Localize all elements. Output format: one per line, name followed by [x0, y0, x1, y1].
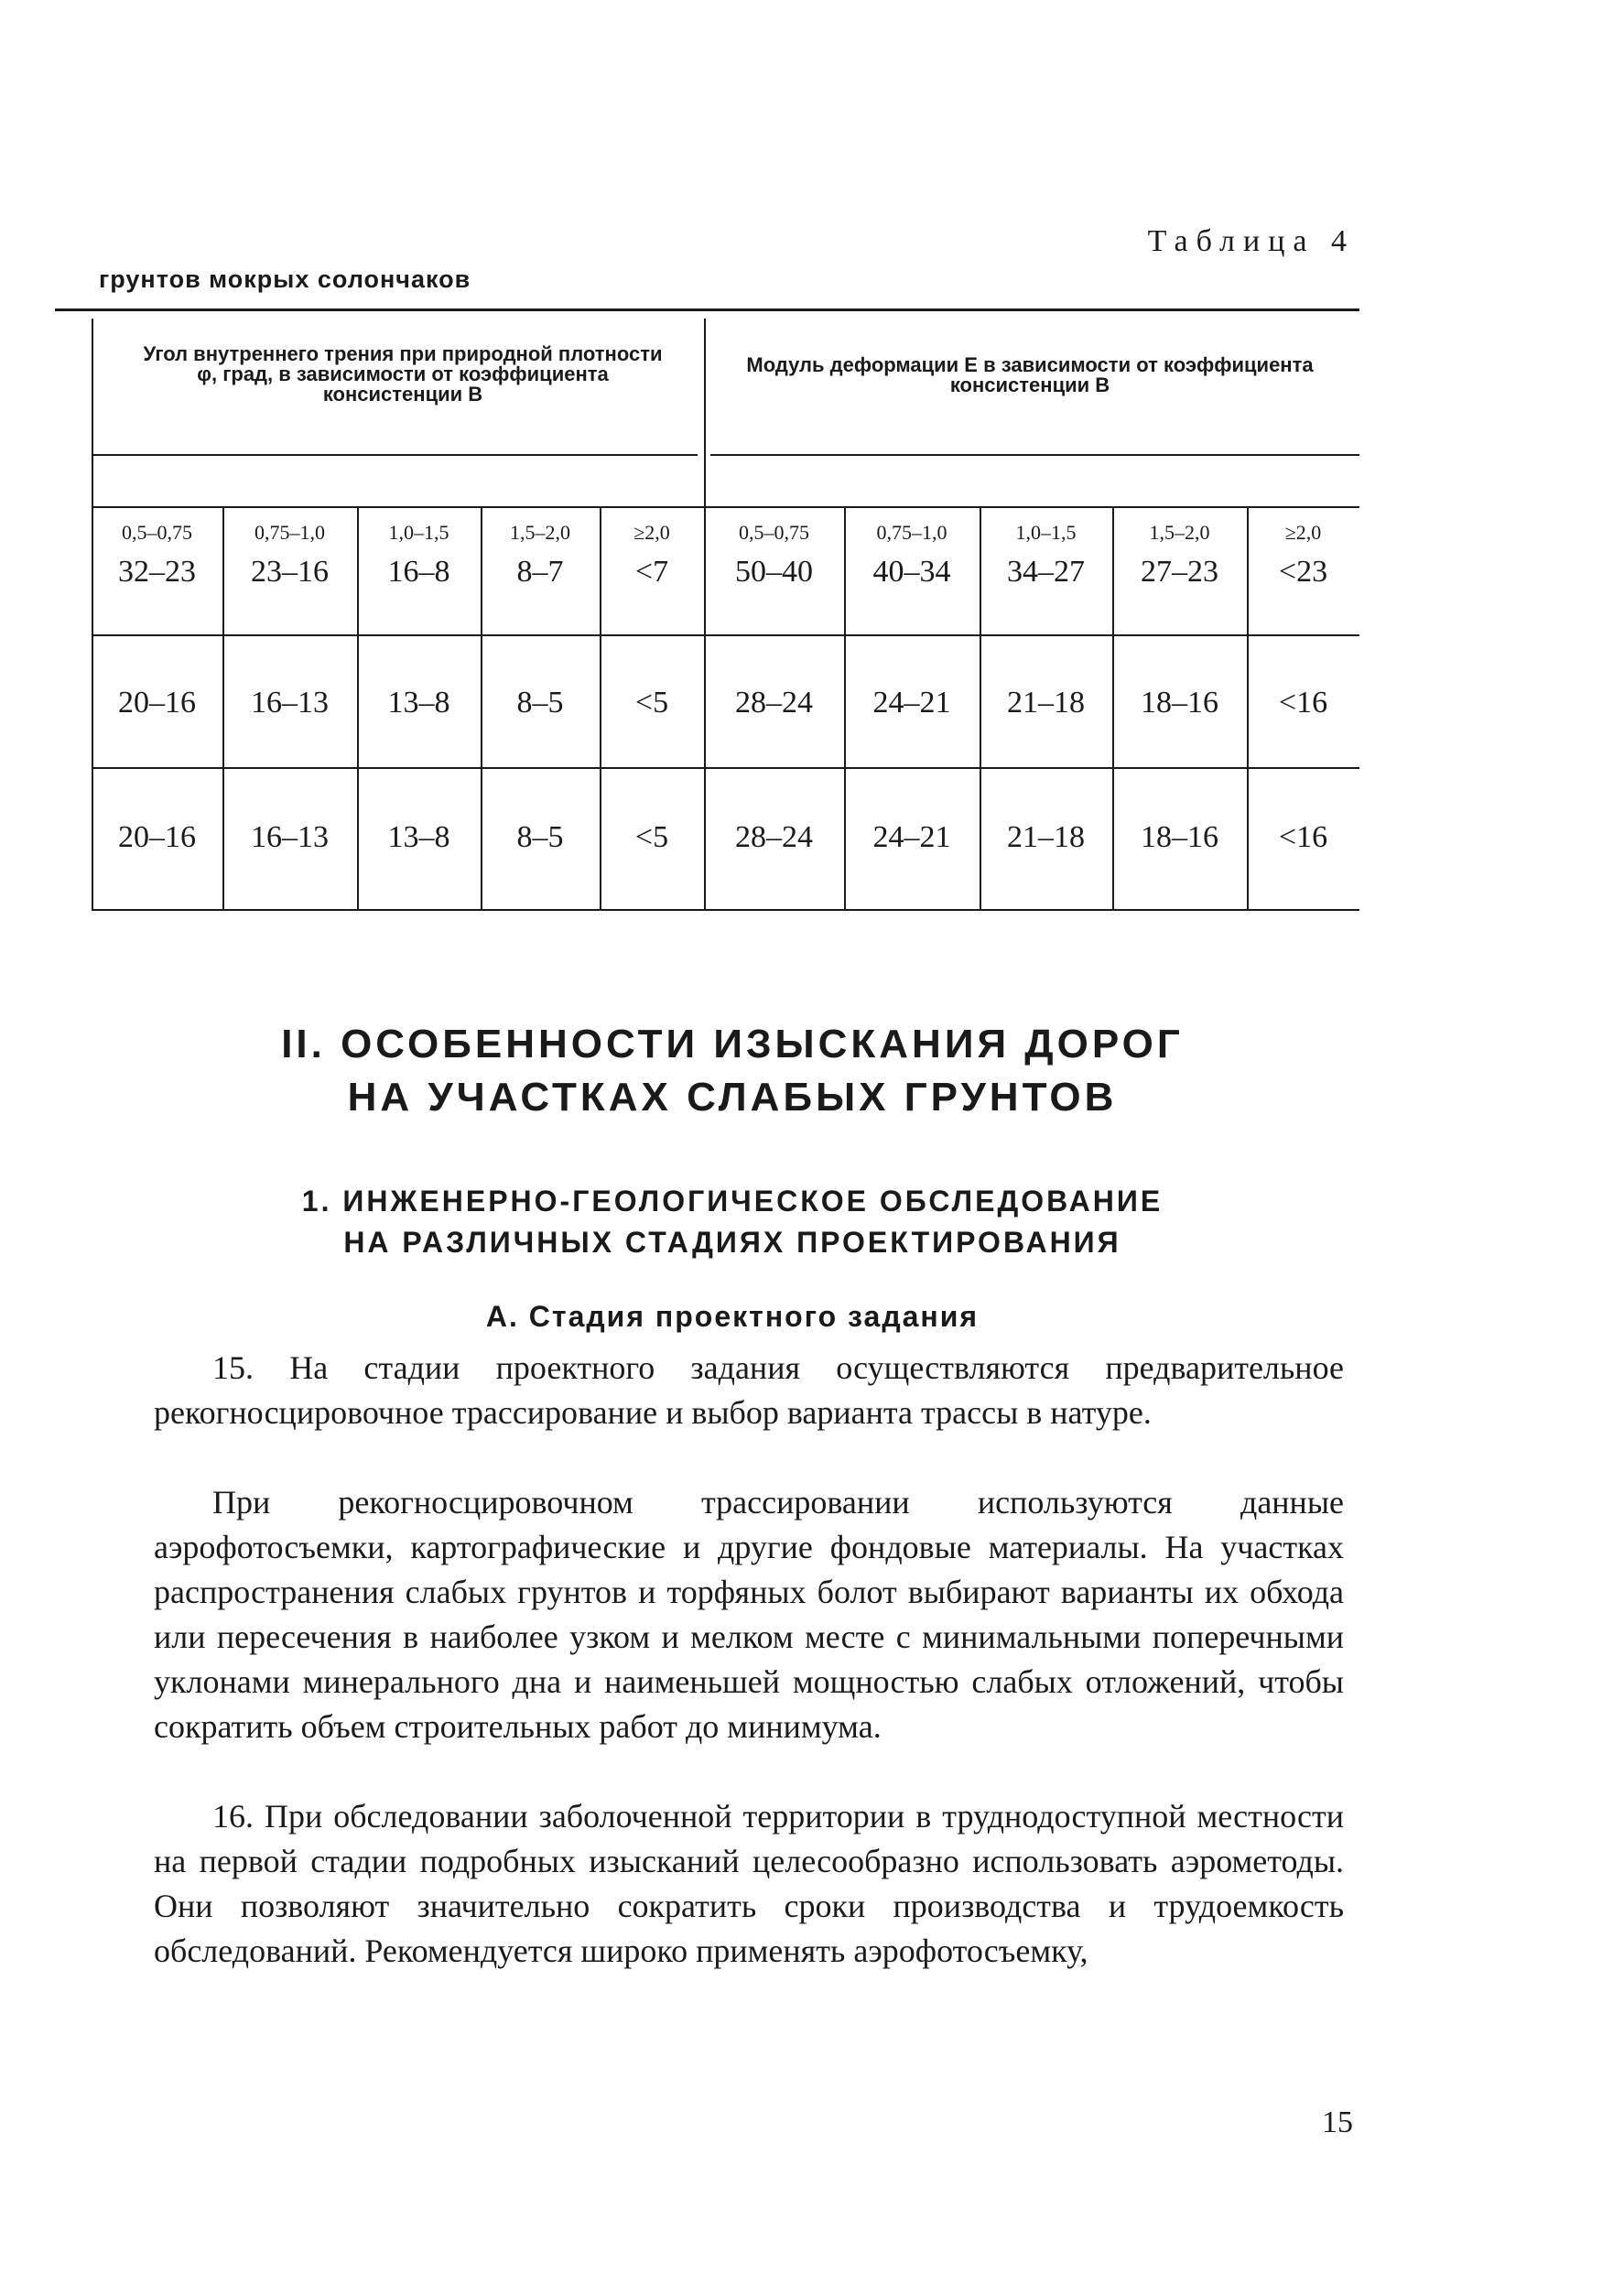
table-cell: 20–16 — [118, 820, 196, 854]
table-cell: 21–18 — [1007, 686, 1085, 720]
table-bottom-rule — [92, 909, 1359, 911]
subsection-title-line: 1. ИНЖЕНЕРНО-ГЕОЛОГИЧЕСКОЕ ОБСЛЕДОВАНИЕ — [301, 1185, 1164, 1218]
table-cell: 40–34 — [872, 555, 951, 589]
table-cell: 8–5 — [516, 820, 564, 854]
table-cell: 27–23 — [1141, 555, 1218, 589]
subsection-title — [165, 1181, 1300, 1263]
group-header-deformation-modulus: Модуль деформации E в зависимости от коэффициента консистенции B — [746, 353, 1314, 396]
table-cell: <16 — [1278, 820, 1328, 854]
table-cell: 8–7 — [516, 555, 564, 589]
page-number: 15 — [1322, 2105, 1353, 2139]
table-cell: 16–8 — [387, 555, 450, 589]
table-cell: <7 — [634, 555, 669, 589]
table-top-rule — [55, 308, 1359, 311]
table-cell: 13–8 — [387, 686, 450, 720]
sub-header: 1,5–2,0 — [510, 521, 570, 544]
table-cell: 34–27 — [1007, 555, 1085, 589]
paragraph-15-continued: При рекогносцировочном трассировании используются данные аэрофотосъемки, картографические и другие фондовые материалы. На участках распространения слабых грунтов и торфяных болот выбирают варианты их обхода или пересечения в наиболее узком и мелком месте с минимальными поперечными уклонами минерального дна и наименьшей мощностью слабых отложений, чтобы сократить объем строительных работ до минимума. — [154, 1484, 1344, 1745]
table-cell: 28–24 — [735, 820, 813, 854]
table-cell: 23–16 — [251, 555, 329, 589]
table-header-divider-left — [92, 454, 698, 456]
table-cell: <5 — [634, 686, 669, 720]
paragraph-16: 16. При обследовании заболоченной территории в труднодоступной местности на первой стадии подробных изысканий целесообразно использовать аэрометоды. Они позволяют значительно сократить сроки производства и трудоемкость обследований. Рекомендуется широко применять аэрофотосъемку, — [154, 1798, 1344, 1969]
table-cell: 21–18 — [1007, 820, 1085, 854]
table-cell: 13–8 — [387, 820, 450, 854]
data-table — [92, 319, 1359, 914]
table-cell: 24–21 — [872, 686, 951, 720]
table-cell: 18–16 — [1141, 820, 1218, 854]
sub-header: 0,5–0,75 — [122, 521, 192, 544]
table-cell: 8–5 — [516, 686, 564, 720]
subsection-title-line: НА РАЗЛИЧНЫХ СТАДИЯХ ПРОЕКТИРОВАНИЯ — [343, 1226, 1121, 1259]
table-cell: <23 — [1278, 555, 1328, 589]
table-cell: 28–24 — [735, 686, 813, 720]
table-caption: грунтов мокрых солончаков — [99, 265, 471, 293]
table-cell: 24–21 — [872, 820, 951, 854]
sub-header: ≥2,0 — [1284, 521, 1322, 544]
table-header-divider-right — [710, 454, 1359, 456]
table-cell: 32–23 — [118, 555, 196, 589]
table-cell: <5 — [634, 820, 669, 854]
sub-header: 1,0–1,5 — [388, 521, 449, 544]
paragraph-15: 15. На стадии проектного задания осуществляются предварительное рекогносцировочное трассирование и выбор варианта трассы в натуре. — [154, 1349, 1344, 1431]
sub-header: 0,5–0,75 — [739, 521, 809, 544]
table-cell: 16–13 — [251, 820, 329, 854]
sub-header: 1,0–1,5 — [1015, 521, 1077, 544]
sub-header: 0,75–1,0 — [254, 521, 325, 544]
sub-header: ≥2,0 — [633, 521, 670, 544]
group-header-friction-angle: Угол внутреннего трения при природной плотности φ, град, в зависимости от коэффициента консистенции B — [143, 342, 663, 406]
table-cell: <16 — [1278, 686, 1328, 720]
section-title-line: II. ОСОБЕННОСТИ ИЗЫСКАНИЯ ДОРОГ — [281, 1022, 1184, 1066]
table-cell: 16–13 — [251, 686, 329, 720]
table-cell: 20–16 — [118, 686, 196, 720]
table-cell: 18–16 — [1141, 686, 1218, 720]
table-label: Таблица 4 — [1147, 224, 1355, 258]
stage-title: А. Стадия проектного задания — [485, 1300, 980, 1333]
sub-header: 1,5–2,0 — [1149, 521, 1210, 544]
sub-header: 0,75–1,0 — [876, 521, 947, 544]
table-row-divider — [92, 767, 1359, 769]
table-cell: 50–40 — [735, 555, 813, 589]
section-title — [165, 1018, 1300, 1124]
section-title-line: НА УЧАСТКАХ СЛАБЫХ ГРУНТОВ — [347, 1075, 1118, 1120]
